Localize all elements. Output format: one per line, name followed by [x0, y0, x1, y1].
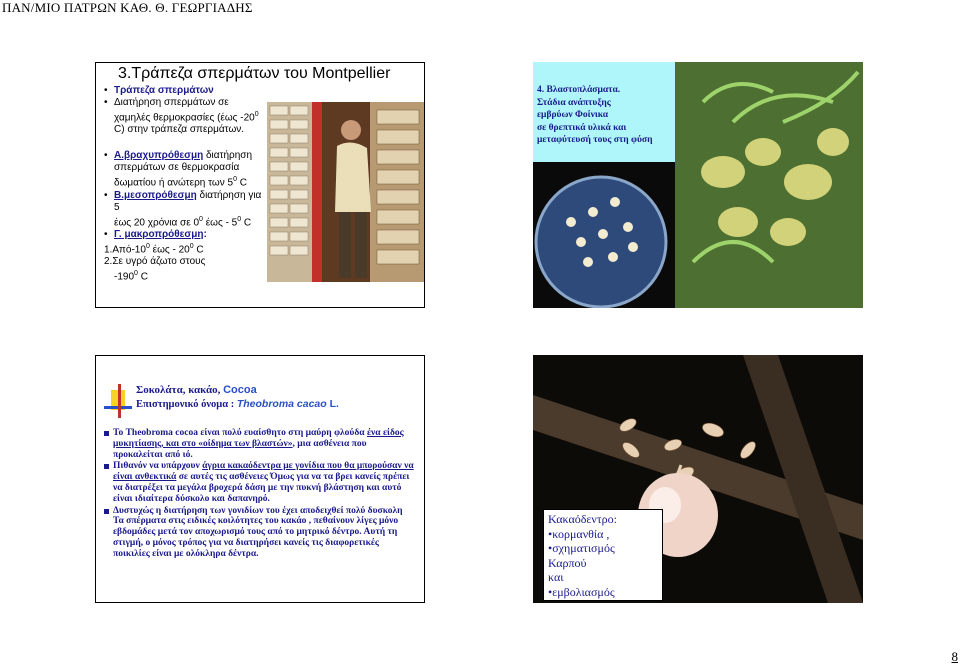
slide-cacao-tree [533, 355, 863, 603]
scientific-name: Επιστημονικό όνομα : Theobroma cacao L. [136, 398, 339, 410]
cocoa-body [104, 428, 414, 561]
bullet-preservation: • Διατήρηση σπερμάτων σε χαμηλές θερμοκρασίες (έως $-20^0$ C) στην τράπεζα σπερμάτων. [104, 97, 269, 136]
slide1-text [104, 85, 269, 284]
seed-bank-illustration [267, 102, 424, 282]
paragraph-3: Δυστυχώς η διατήρηση των γονιδίων του έχει αποδειχθεί πολύ δυσκολη Τα σπέρματα στις ειδικές κοιλότητες του κακάο , πεθαίνουν λίγες μόνο εβδομάδες μετά τον αποχωρισμό τους από το μητρικό δέντρο. Αυτή τη στιγμή, ο μόνος τρόπος για να διατηρήσει κανείς τις διαφορετικές ποικιλίες είναι με ολόκληρα δέντρα. [104, 506, 414, 560]
paragraph-2: Πιθανόν να υπάρχουν άγρια κακαόδεντρα με γονίδια που θα μπορούσαν να είναι ανθεκτικά σε αυτές τις ασθένειες Όμως για να τα βρει κανείς πρέπει να διατρέξει τα μεγάλα βροχερά δάση με την πυκνή βλάστηση και αυτό είναι ιδιαίτερα δύσκολο και δαπανηρό. [104, 461, 414, 504]
slide-germplasm [533, 62, 863, 308]
cocoa-title: Σοκολάτα, κακάο, Cocoa [136, 384, 257, 396]
item-2: 2.Σε υγρό άζωτο στους [104, 256, 206, 268]
bullet-seed-bank: • Τράπεζα σπερμάτων [104, 85, 269, 97]
page-header: ΠΑΝ/ΜΙΟ ΠΑΤΡΩΝ ΚΑΘ. Θ. ΓΕΩΡΓΙΑΔΗΣ [2, 0, 253, 15]
bullet-medium-term: • Β.μεσοπρόθεσμη διατήρηση για 5 έως 20 χρόνια σε $0^0$ έως - $5^0$ C [104, 190, 269, 229]
slide-title: 3.Τράπεζα σπερμάτων του Montpellier [118, 65, 391, 82]
slide-cocoa [95, 355, 425, 603]
bullet-long-term: • Γ. μακροπρόθεσμη: [104, 229, 269, 241]
seed-bank-photo [267, 102, 424, 282]
paragraph-1: Το Theobroma cocoa είναι πολύ ευαίσθητο στη μαύρη φλούδα ένα είδος μυκητίασης, και στο «οίδημα των βλαστών», μια ασθένεια που προκαλείται από ιό. [104, 428, 414, 460]
slide-logo-icon [104, 384, 132, 418]
germplasm-caption-overlay: 4. Βλαστοπλάσματα. Στάδια ανάπτυξης εμβρύων Φοίνικα σε θρεπτικά υλικά και μεταφύτευσή τους στη φύση [537, 85, 653, 146]
page-number: 8 [951, 649, 958, 664]
item-2-temp: $-190^0$ C [114, 270, 148, 283]
bullet-short-term: • Α.βραχυπρόθεσμη διατήρηση σπερμάτων σε θερμοκρασία δωματίου ή ανώτερη των $5^0$ C [104, 150, 269, 189]
slide-seed-bank [95, 62, 425, 308]
item-1: $1.A\pi ό-10^0$ έως - $20^0$ C [104, 242, 204, 256]
cacao-caption: Κακαόδεντρο: •κορμανθία , •σχηματισμός Καρπού και •εμβολιασμός [543, 509, 663, 601]
